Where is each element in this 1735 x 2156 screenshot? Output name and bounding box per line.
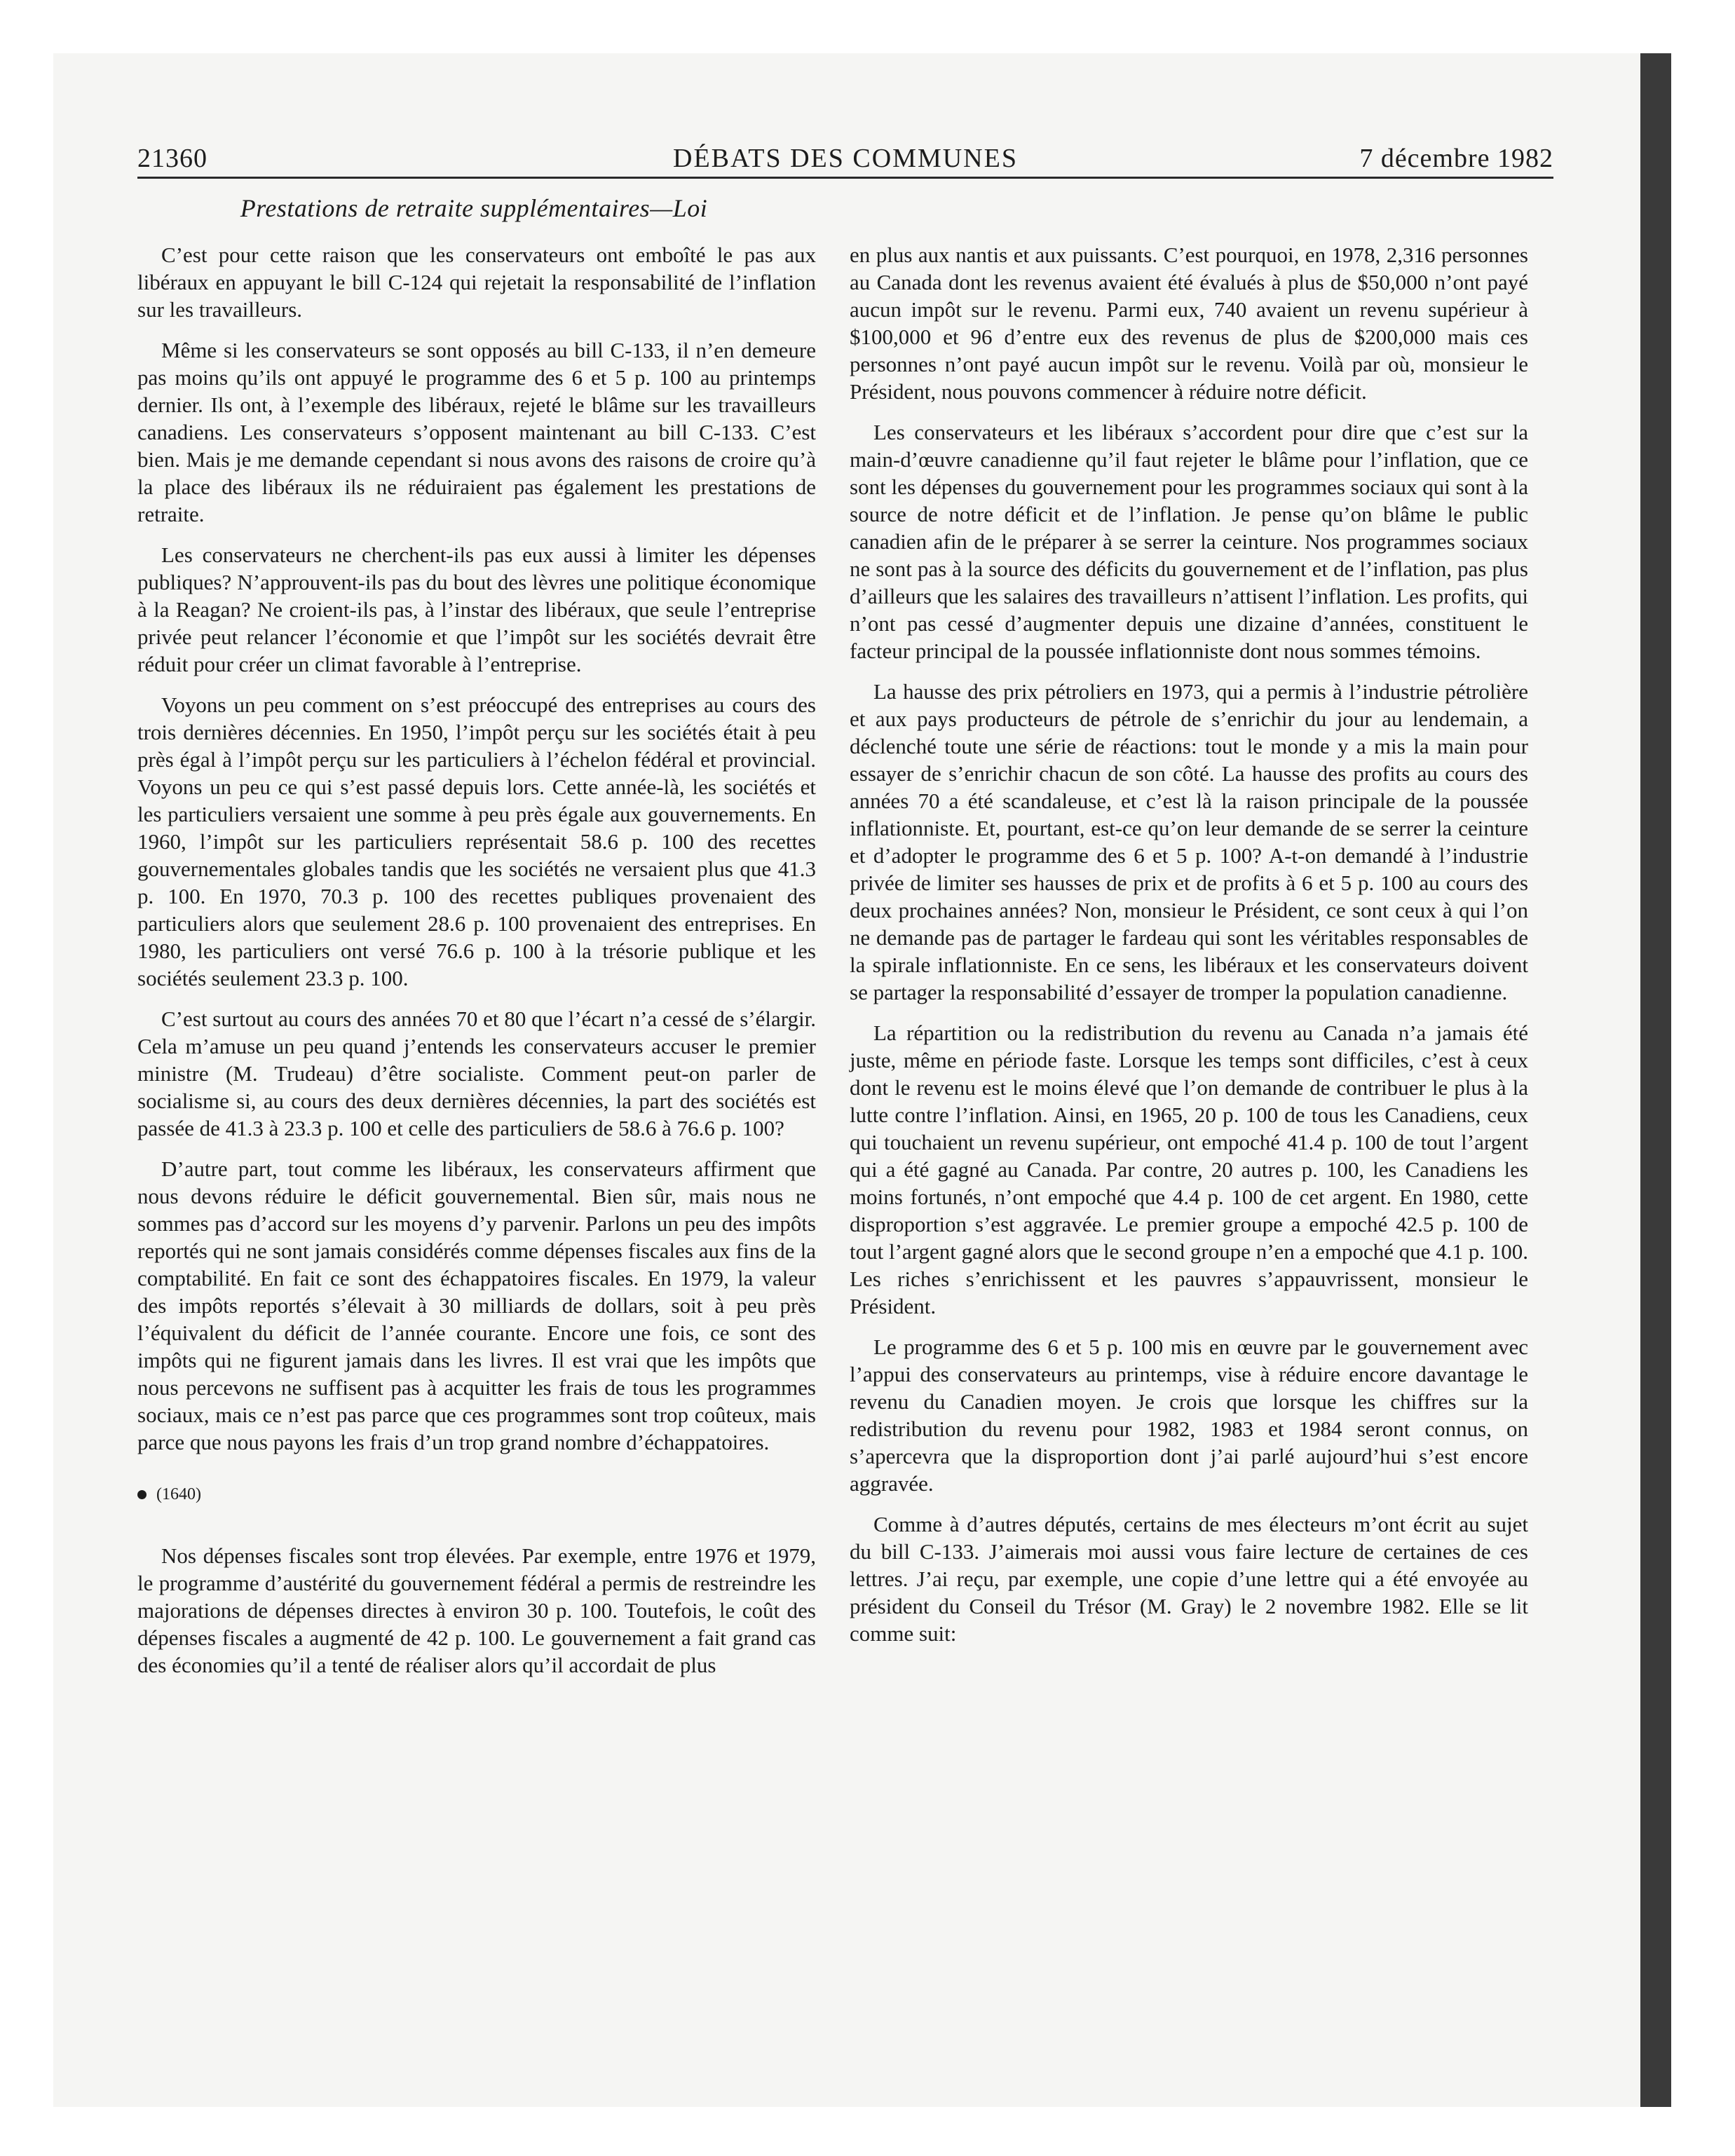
paragraph: C’est pour cette raison que les conservateurs ont emboîté le pas aux libéraux en appuyant le bill C-124 qui rejetait la responsabilité de l’inflation sur les travailleurs. <box>137 243 816 322</box>
paragraph: Le programme des 6 et 5 p. 100 mis en œuvre par le gouvernement avec l’appui des conservateurs au printemps, vise à réduire encore davantage le revenu du Canadien moyen. Je crois que lorsque les chiffres sur la redistribution du revenu pour 1982, 1983 et 1984 seront connus, on s’apercevra que la disproportion dont j’ai parlé aujourd’hui s’est encore aggravée. <box>850 1335 1528 1496</box>
time-marker <box>137 1481 816 1508</box>
time-marker-label: (1640) <box>156 1485 201 1503</box>
bullet-dot-icon <box>137 1490 147 1499</box>
paragraph: Les conservateurs ne cherchent-ils pas eux aussi à limiter les dépenses publiques? N’approuvent-ils pas du bout des lèvres une politique économique à la Reagan? Ne croient-ils pas, à l’instar des libéraux, que seule l’entreprise privée peut relancer l’économie et que l’impôt sur les sociétés devrait être réduit pour créer un climat favorable à l’entreprise. <box>137 543 816 676</box>
scan-edge-bar <box>1640 53 1671 2107</box>
header-date: 7 décembre 1982 <box>1359 144 1553 173</box>
journal-title: DÉBATS DES COMMUNES <box>673 144 1018 173</box>
paragraph: La hausse des prix pétroliers en 1973, qui a permis à l’industrie pétrolière et aux pays producteurs de pétrole de s’enrichir du jour au lendemain, a déclenché toute une série de réactions: tout le monde y a mis la main pour essayer de s’enrichir chacun de son côté. La hausse des profits au cours des années 70 a été scandaleuse, et c’est là la raison principale de la poussée inflationniste. Et, pourtant, est-ce qu’on leur demande de se serrer la ceinture et d’adopter le programme des 6 et 5 p. 100? A-t-on demandé à l’industrie privée de limiter ses hausses de prix et de profits à 6 et 5 p. 100 au cours des deux prochaines années? Non, monsieur le Président, ce sont ceux à qui l’on ne demande pas de partager le fardeau qui sont les véritables responsables de la spirale inflationniste. En ce sens, les libéraux et les conservateurs doivent se partager la responsabilité d’essayer de tromper la population canadienne. <box>850 679 1528 1004</box>
paragraph: D’autre part, tout comme les libéraux, les conservateurs affirment que nous devons réduire le déficit gouvernemental. Bien sûr, mais nous ne sommes pas d’accord sur les moyens d’y parvenir. Parlons un peu des impôts reportés qui ne sont jamais considérés comme dépenses fiscales aux fins de la comptabilité. En fait ce sont des échappatoires fiscales. En 1979, la valeur des impôts reportés s’élevait à 30 milliards de dollars, soit à peu près l’équivalent du déficit de l’année courante. Encore une fois, ce sont des impôts qui ne figurent jamais dans les livres. Il est vrai que les impôts que nous percevons ne suffisent pas à acquitter les frais de tous les programmes sociaux, mais ce n’est pas parce que ces programmes sont trop coûteux, mais parce que nous payons les frais d’un trop grand nombre d’échappatoires. <box>137 1157 816 1454</box>
left-column <box>137 241 816 1692</box>
paragraph: Même si les conservateurs se sont opposés au bill C-133, il n’en demeure pas moins qu’ils ont appuyé le programme des 6 et 5 p. 100 au printemps dernier. Ils ont, à l’exemple des libéraux, rejeté le blâme sur les travailleurs canadiens. Les conservateurs s’opposent maintenant au bill C-133. C’est bien. Mais je me demande cependant si nous avons des raisons de croire qu’à la place des libéraux ils ne réduiraient pas également les prestations de retraite. <box>137 338 816 526</box>
running-header <box>137 140 1553 179</box>
paragraph: Comme à d’autres députés, certains de mes électeurs m’ont écrit au sujet du bill C-133. J’aimerais moi aussi vous faire lecture de certaines de ces lettres. J’ai reçu, par exemple, une copie d’une lettre qui a été envoyée au président du Conseil du Trésor (M. Gray) le 2 novembre 1982. Elle se lit comme suit: <box>850 1512 1528 1646</box>
paragraph: Nos dépenses fiscales sont trop élevées. Par exemple, entre 1976 et 1979, le programme d’austérité du gouvernement fédéral a permis de restreindre les majorations de dépenses directes à environ 30 p. 100. Toutefois, le coût des dépenses fiscales a augmenté de 42 p. 100. Le gouvernement a fait grand cas des économies qu’il a tenté de réaliser alors qu’il accordait de plus <box>137 1543 816 1677</box>
right-column <box>850 241 1528 1660</box>
section-subheading: Prestations de retraite supplémentaires—Loi <box>240 194 708 222</box>
paragraph: C’est surtout au cours des années 70 et 80 que l’écart n’a cessé de s’élargir. Cela m’amuse un peu quand j’entends les conservateurs accuser le premier ministre (M. Trudeau) d’être socialiste. Comment peut-on parler de socialisme si, au cours des deux dernières décennies, la part des sociétés est passée de 41.3 à 23.3 p. 100 et celle des particuliers de 58.6 à 76.6 p. 100? <box>137 1007 816 1140</box>
paragraph: La répartition ou la redistribution du revenu au Canada n’a jamais été juste, même en période faste. Lorsque les temps sont difficiles, c’est à ceux dont le revenu est le moins élevé que l’on demande de contribuer le plus à la lutte contre l’inflation. Ainsi, en 1965, 20 p. 100 de tous les Canadiens, ceux qui touchaient un revenu supérieur, ont empoché 41.4 p. 100 de tout l’argent qui a été gagné au Canada. Par contre, 20 autres p. 100, les Canadiens les moins fortunés, n’ont empoché que 4.4 p. 100 de cet argent. En 1980, cette disproportion s’est aggravée. Le premier groupe a empoché 42.5 p. 100 de tout l’argent gagné alors que le second groupe n’en a empoché que 4.1 p. 100. Les riches s’enrichissent et les pauvres s’appauvrissent, monsieur le Président. <box>850 1021 1528 1318</box>
paragraph: Les conservateurs et les libéraux s’accordent pour dire que c’est sur la main-d’œuvre canadienne qu’il faut rejeter le blâme pour l’inflation, que ce sont les dépenses du gouvernement pour les programmes sociaux qui sont à la source de notre déficit et de l’inflation. Je pense qu’on blâme le public canadien afin de le préparer à se serrer la ceinture. Nos programmes sociaux ne sont pas à la source des déficits du gouvernement et de l’inflation, pas plus d’ailleurs que les salaires des travailleurs n’attisent l’inflation. Les profits, qui n’ont pas cessé d’augmenter depuis une dizaine d’années, constituent le facteur principal de la poussée inflationniste dont nous sommes témoins. <box>850 420 1528 663</box>
paragraph: Voyons un peu comment on s’est préoccupé des entreprises au cours des trois dernières décennies. En 1950, l’impôt perçu sur les sociétés était à peu près égal à l’impôt perçu sur les particuliers à l’échelon fédéral et provincial. Voyons un peu ce qui s’est passé depuis lors. Cette année-là, les sociétés et les particuliers versaient une somme à peu près égale aux gouvernements. En 1960, l’impôt sur les particuliers représentait 58.6 p. 100 des recettes gouvernementales globales tandis que les sociétés ne versaient plus que 41.3 p. 100. En 1970, 70.3 p. 100 des recettes publiques provenaient des particuliers alors que seulement 28.6 p. 100 provenaient des entreprises. En 1980, les particuliers ont versé 76.6 p. 100 à la trésorie publique et les sociétés seulement 23.3 p. 100. <box>137 692 816 990</box>
paragraph-continuation: en plus aux nantis et aux puissants. C’est pourquoi, en 1978, 2,316 personnes au Canada dont les revenus avaient été évalués à plus de $50,000 n’ont payé aucun impôt sur le revenu. Parmi eux, 740 avaient un revenu supérieur à $100,000 et 96 d’entre eux des revenus de plus de $200,000 mais ces personnes n’ont payé aucun impôt sur le revenu. Voilà par où, monsieur le Président, nous pouvons commencer à réduire notre déficit. <box>850 243 1528 404</box>
page-number: 21360 <box>137 144 207 173</box>
